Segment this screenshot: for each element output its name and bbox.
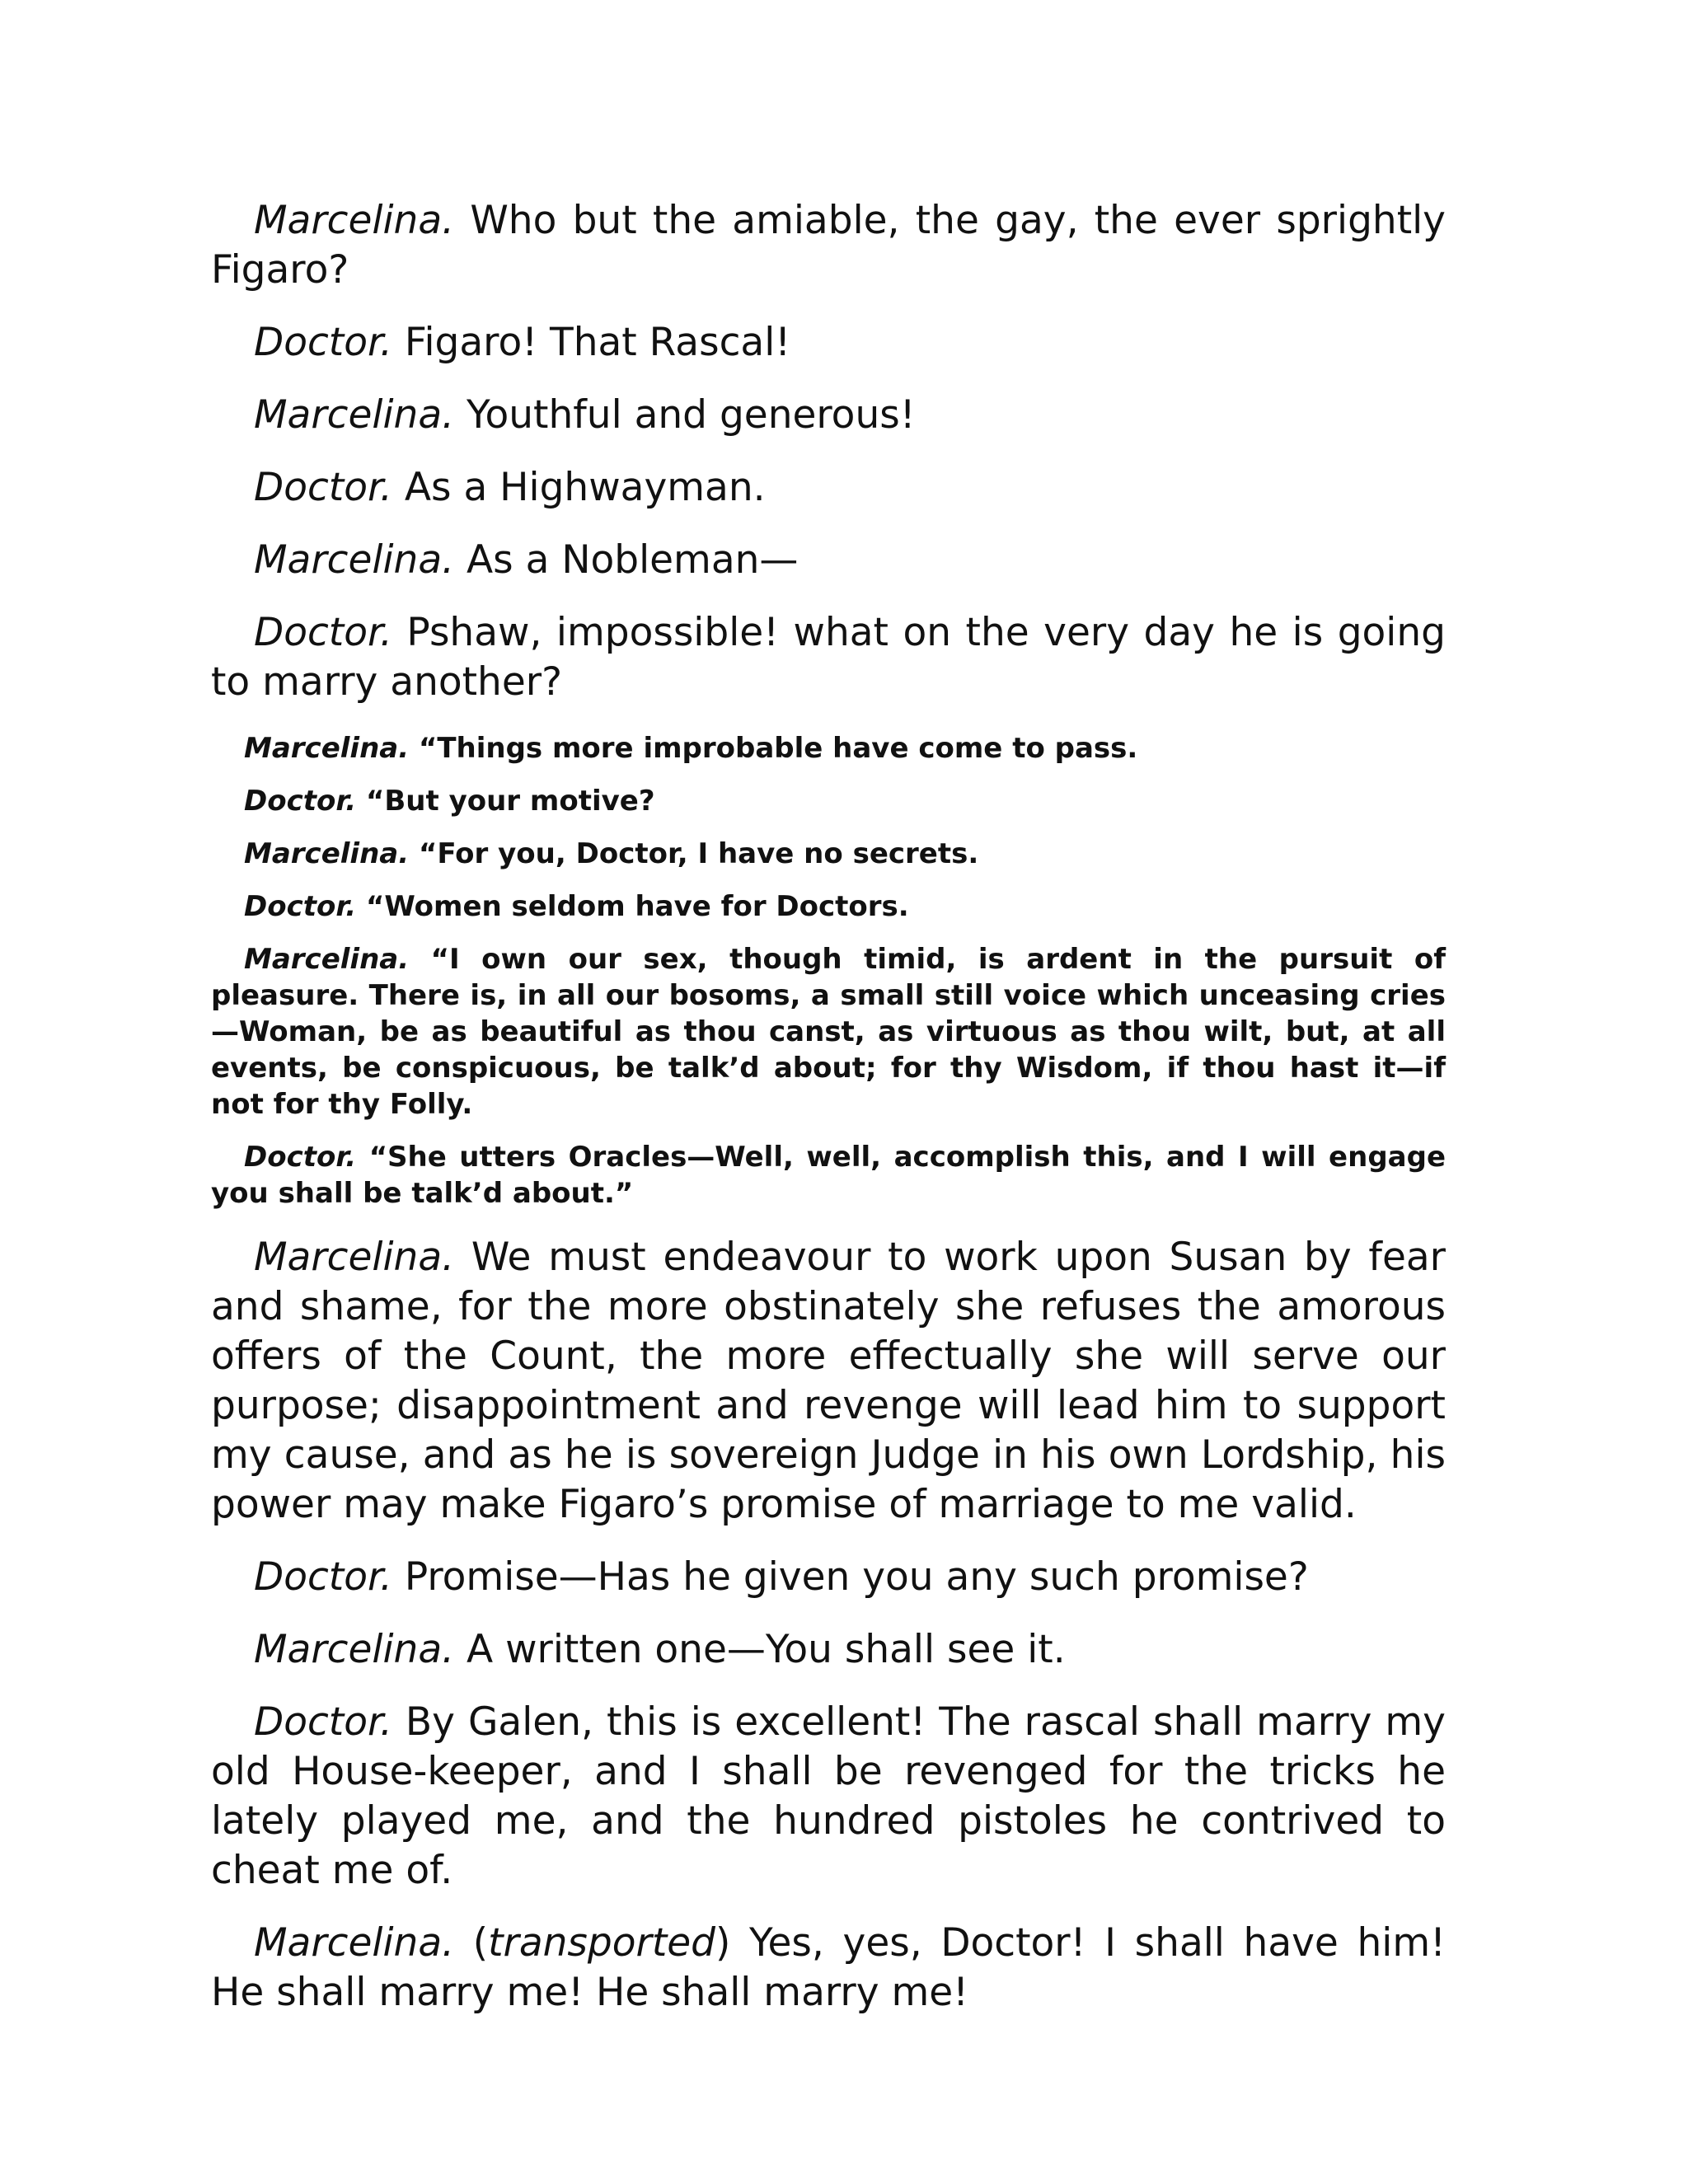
dialogue-line (211, 1553, 1446, 1602)
speaker-name: Marcelina. (254, 1920, 455, 1966)
dialogue-text: Pshaw, impossible! what on the very day he is going to marry another? (211, 610, 1446, 705)
dialogue-text: We must endeavour to work upon Susan by fear and shame, for the more obstinately she refuses the amorous offers of the Count, the more effectually she will serve our purpose; disappointment and revenge will lead him to support my cause, and as he is sovereign Judge in his own Lordship, his power may make Figaro’s promise of marriage to me valid. (211, 1235, 1446, 1527)
quoted-text: “I own our sex, though timid, is ardent in the pursuit of pleasure. There is, in all our bosoms, a small still voice which unceasing cries—Woman, be as beautiful as thou canst, as virtuous as thou wilt, but, at all events, be conspicuous, be talk’d about; for thy Wisdom, if thou hast it—if not for thy Folly. (211, 943, 1446, 1121)
speaker-name: Marcelina. (244, 732, 410, 765)
paren-open: ( (454, 1920, 489, 1966)
quoted-line (211, 783, 1446, 819)
speaker-name: Doctor. (244, 890, 357, 923)
quoted-text: “Things more improbable have come to pass. (409, 732, 1138, 765)
dialogue-text: Figaro! That Rascal! (392, 320, 791, 365)
quoted-text: “She utters Oracles—Well, well, accomplish this, and I will engage you shall be talk’d about.” (211, 1141, 1446, 1210)
speaker-name: Doctor. (254, 1699, 392, 1745)
quoted-line (211, 836, 1446, 872)
quoted-line (211, 888, 1446, 925)
dialogue-line (211, 536, 1446, 585)
speaker-name: Marcelina. (244, 943, 410, 976)
quoted-line (211, 1139, 1446, 1212)
dialogue-text: Promise—Has he given you any such promise? (392, 1554, 1309, 1600)
dialogue-line (211, 1919, 1446, 2018)
speaker-name: Doctor. (254, 465, 392, 510)
speaker-name: Doctor. (244, 785, 357, 818)
dialogue-text: By Galen, this is excellent! The rascal shall marry my old House-keeper, and I shall be revenged for the tricks he lately played me, and the hundred pistoles he contrived to cheat me of. (211, 1699, 1446, 1893)
dialogue-line (211, 196, 1446, 295)
speaker-name: Marcelina. (254, 198, 455, 243)
quoted-text: “Women seldom have for Doctors. (356, 890, 909, 923)
quoted-text: “For you, Doctor, I have no secrets. (409, 837, 979, 870)
dialogue-line (211, 463, 1446, 513)
speaker-name: Marcelina. (254, 1627, 455, 1672)
dialogue-text: Youthful and generous! (454, 392, 916, 438)
speaker-name: Marcelina. (254, 1235, 455, 1280)
page-text (211, 196, 1446, 2041)
quoted-line (211, 730, 1446, 766)
dialogue-line (211, 391, 1446, 440)
speaker-name: Doctor. (244, 1141, 357, 1174)
stage-direction: transported (488, 1920, 716, 1966)
quoted-line (211, 941, 1446, 1122)
speaker-name: Marcelina. (254, 392, 455, 438)
dialogue-line (211, 1698, 1446, 1896)
dialogue-text: As a Highwayman. (392, 465, 766, 510)
quoted-text: “But your motive? (356, 785, 655, 818)
dialogue-text: Who but the amiable, the gay, the ever sprightly Figaro? (211, 198, 1446, 293)
dialogue-line (211, 608, 1446, 707)
dialogue-line (211, 1233, 1446, 1530)
speaker-name: Marcelina. (254, 537, 455, 583)
dialogue-text: A written one—You shall see it. (454, 1627, 1066, 1672)
speaker-name: Doctor. (254, 320, 392, 365)
speaker-name: Marcelina. (244, 837, 410, 870)
speaker-name: Doctor. (254, 610, 392, 655)
speaker-name: Doctor. (254, 1554, 392, 1600)
dialogue-line (211, 318, 1446, 368)
dialogue-text: ) Yes, yes, Doctor! I shall have him! He shall marry me! He shall marry me! (211, 1920, 1446, 2015)
dialogue-line (211, 1625, 1446, 1675)
dialogue-text: As a Nobleman— (454, 537, 799, 583)
